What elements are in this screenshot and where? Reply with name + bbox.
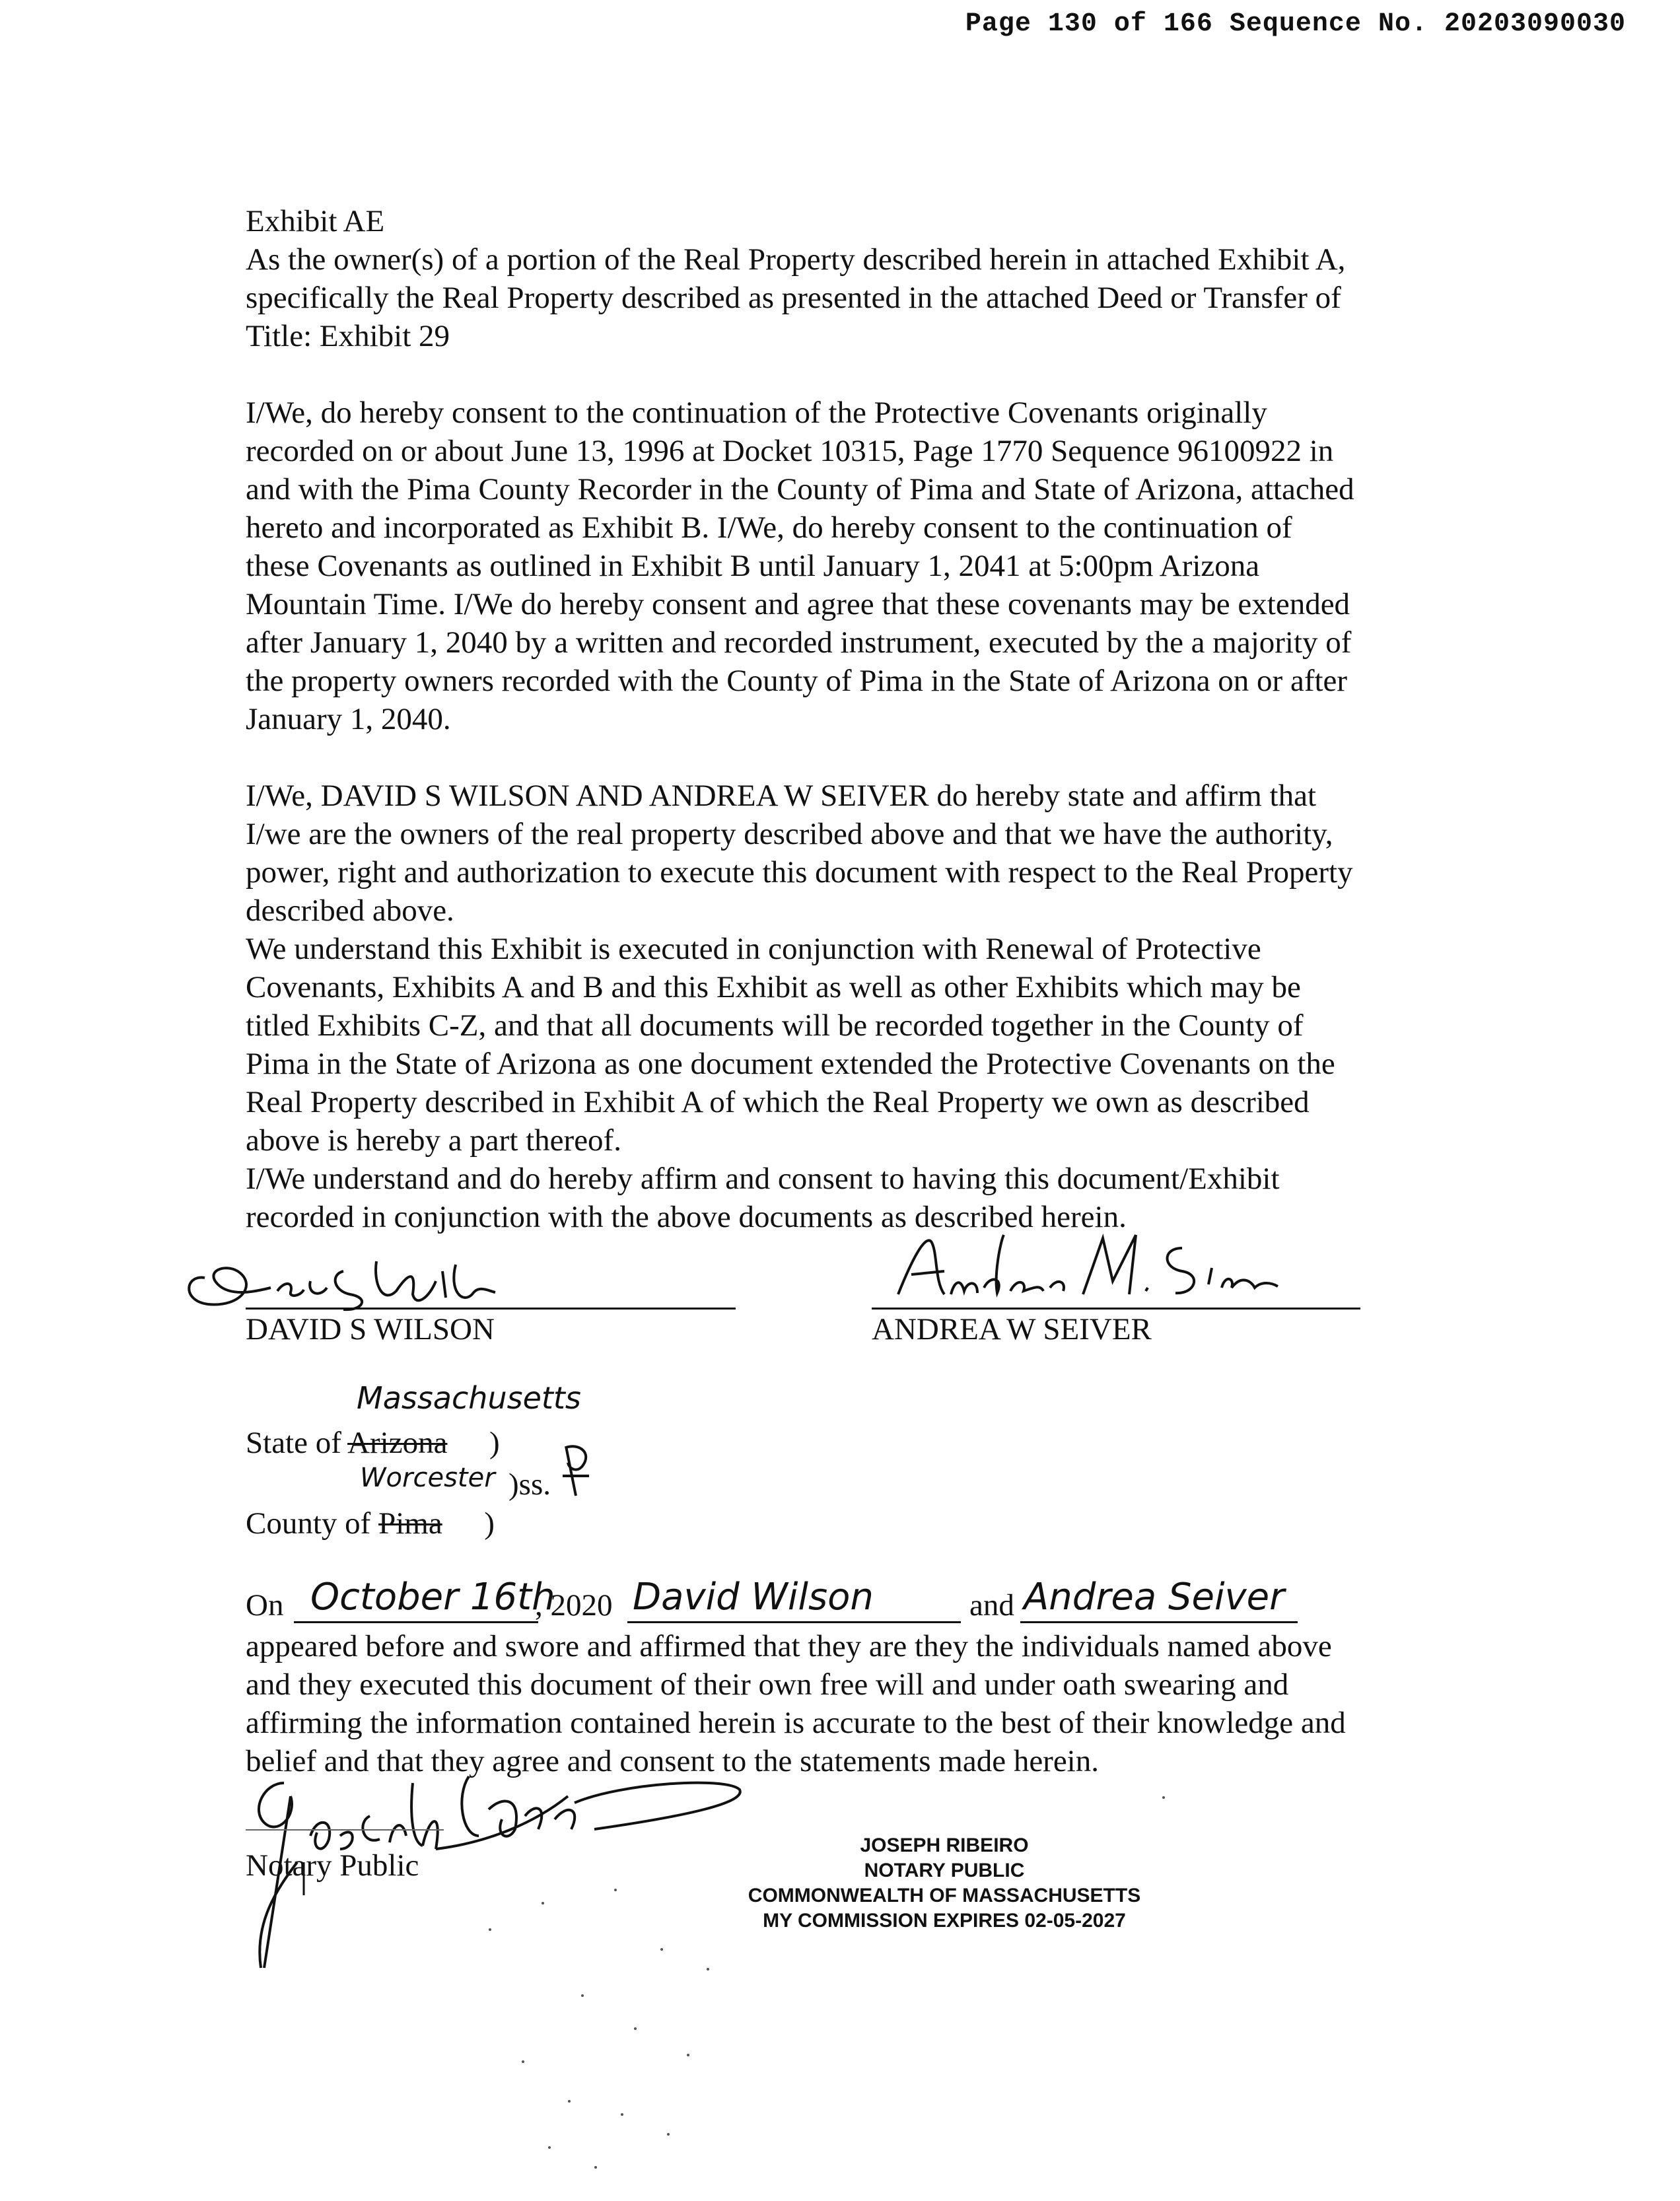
paragraph-gap xyxy=(246,355,1448,394)
document-body xyxy=(246,202,1448,1236)
signer-2-name: ANDREA W SEIVER xyxy=(872,1312,1152,1346)
affirm-line: titled Exhibits C-Z, and that all documents will be recorded together in the County of xyxy=(246,1008,1304,1043)
notary-public-label: Notary Public xyxy=(246,1848,419,1883)
affirm-line: Pima in the State of Arizona as one document extended the Protective Covenants on the xyxy=(246,1047,1335,1081)
state-label: State of Arizona ) xyxy=(246,1426,500,1460)
affirm-line: Real Property described in Exhibit A of which the Real Property we own as described xyxy=(246,1085,1310,1119)
paragraph-gap xyxy=(246,738,1448,777)
scan-speck xyxy=(522,2060,524,2063)
scan-speck xyxy=(621,2113,623,2116)
scan-speck xyxy=(667,2133,670,2136)
scan-speck xyxy=(568,2100,571,2103)
handwritten-county: Worcester xyxy=(360,1463,495,1493)
consent-line: the property owners recorded with the County of Pima in the State of Arizona on or after xyxy=(246,664,1348,698)
exhibit-title: Exhibit AE xyxy=(246,204,385,238)
handwritten-state: Massachusetts xyxy=(357,1380,581,1416)
name1-blank xyxy=(627,1621,961,1623)
notary-stamp xyxy=(713,1833,1175,1934)
signature-line-2 xyxy=(872,1308,1360,1310)
handwritten-date: October 16th xyxy=(310,1576,555,1619)
ss-label: )ss. xyxy=(508,1467,551,1502)
stamp-line: NOTARY PUBLIC xyxy=(864,1860,1025,1881)
scan-speck xyxy=(581,1994,584,1997)
scan-speck xyxy=(548,2146,551,2149)
year-label: , 2020 xyxy=(535,1588,613,1623)
notary-initial-mark xyxy=(556,1440,596,1499)
affirm-line: I/we are the owners of the real property described above and that we have the authority, xyxy=(246,817,1333,851)
intro-line: specifically the Real Property described as presented in the attached Deed or Transfer of xyxy=(246,281,1341,315)
stamp-line: JOSEPH RIBEIRO xyxy=(860,1834,1029,1856)
name2-blank xyxy=(1020,1621,1298,1623)
scan-speck xyxy=(634,2027,637,2030)
stamp-line: COMMONWEALTH OF MASSACHUSETTS xyxy=(748,1885,1141,1906)
affirm-line: above is hereby a part thereof. xyxy=(246,1123,621,1158)
scan-speck xyxy=(660,1948,663,1951)
scan-speck xyxy=(614,1889,617,1891)
consent-line: these Covenants as outlined in Exhibit B until January 1, 2041 at 5:00pm Arizona xyxy=(246,549,1260,583)
scan-speck xyxy=(489,1928,491,1931)
affirm-line: described above. xyxy=(246,893,454,928)
county-label: County of Pima ) xyxy=(246,1506,495,1541)
statement-line: affirming the information contained herein is accurate to the best of their knowledge and xyxy=(246,1706,1346,1740)
statement-line: appeared before and swore and affirmed that they are they the individuals named above xyxy=(246,1629,1332,1663)
state-struck: Arizona xyxy=(347,1426,448,1460)
consent-line: recorded on or about June 13, 1996 at Docket 10315, Page 1770 Sequence 96100922 in xyxy=(246,434,1334,468)
notary-sig-line xyxy=(246,1829,444,1831)
county-struck: Pima xyxy=(378,1506,442,1541)
consent-line: hereto and incorporated as Exhibit B. I/We, do hereby consent to the continuation of xyxy=(246,510,1292,545)
intro-line: Title: Exhibit 29 xyxy=(246,319,450,353)
affirm-line: We understand this Exhibit is executed in conjunction with Renewal of Protective xyxy=(246,932,1261,966)
affirm-line: power, right and authorization to execute this document with respect to the Real Property xyxy=(246,855,1353,890)
affirm-line: I/We, DAVID S WILSON AND ANDREA W SEIVER do hereby state and affirm that xyxy=(246,779,1317,813)
statement-line: and they executed this document of their own free will and under oath swearing and xyxy=(246,1667,1289,1702)
signer-1-name: DAVID S WILSON xyxy=(246,1312,495,1346)
scan-speck xyxy=(1162,1796,1165,1799)
scan-speck xyxy=(594,2166,597,2169)
handwritten-name-2: Andrea Seiver xyxy=(1024,1576,1285,1619)
scan-speck xyxy=(542,1902,544,1904)
and-label: and xyxy=(969,1588,1014,1623)
consent-line: Mountain Time. I/We do hereby consent and agree that these covenants may be extended xyxy=(246,587,1350,621)
affirm-line: recorded in conjunction with the above documents as described herein. xyxy=(246,1200,1127,1234)
consent-line: January 1, 2040. xyxy=(246,702,451,736)
on-label: On xyxy=(246,1588,284,1623)
page-header: Page 130 of 166 Sequence No. 20203090030 xyxy=(965,9,1626,39)
consent-line: and with the Pima County Recorder in the County of Pima and State of Arizona, attached xyxy=(246,472,1354,507)
affirm-line: I/We understand and do hereby affirm and consent to having this document/Exhibit xyxy=(246,1162,1280,1196)
handwritten-name-1: David Wilson xyxy=(633,1576,874,1619)
signature-andrea-seiver xyxy=(885,1222,1308,1314)
consent-line: I/We, do hereby consent to the continuation of the Protective Covenants originally xyxy=(246,396,1267,430)
scan-speck xyxy=(707,1968,709,1971)
scan-speck xyxy=(687,2054,689,2056)
date-blank xyxy=(294,1621,538,1623)
affirm-line: Covenants, Exhibits A and B and this Exhibit as well as other Exhibits which may be xyxy=(246,970,1301,1004)
statement-line: belief and that they agree and consent to the statements made herein. xyxy=(246,1744,1099,1778)
signature-line-1 xyxy=(246,1308,736,1310)
consent-line: after January 1, 2040 by a written and recorded instrument, executed by the a majority of xyxy=(246,625,1352,660)
stamp-line: MY COMMISSION EXPIRES 02-05-2027 xyxy=(763,1910,1126,1932)
intro-line: As the owner(s) of a portion of the Real Property described herein in attached Exhibit A, xyxy=(246,242,1346,277)
